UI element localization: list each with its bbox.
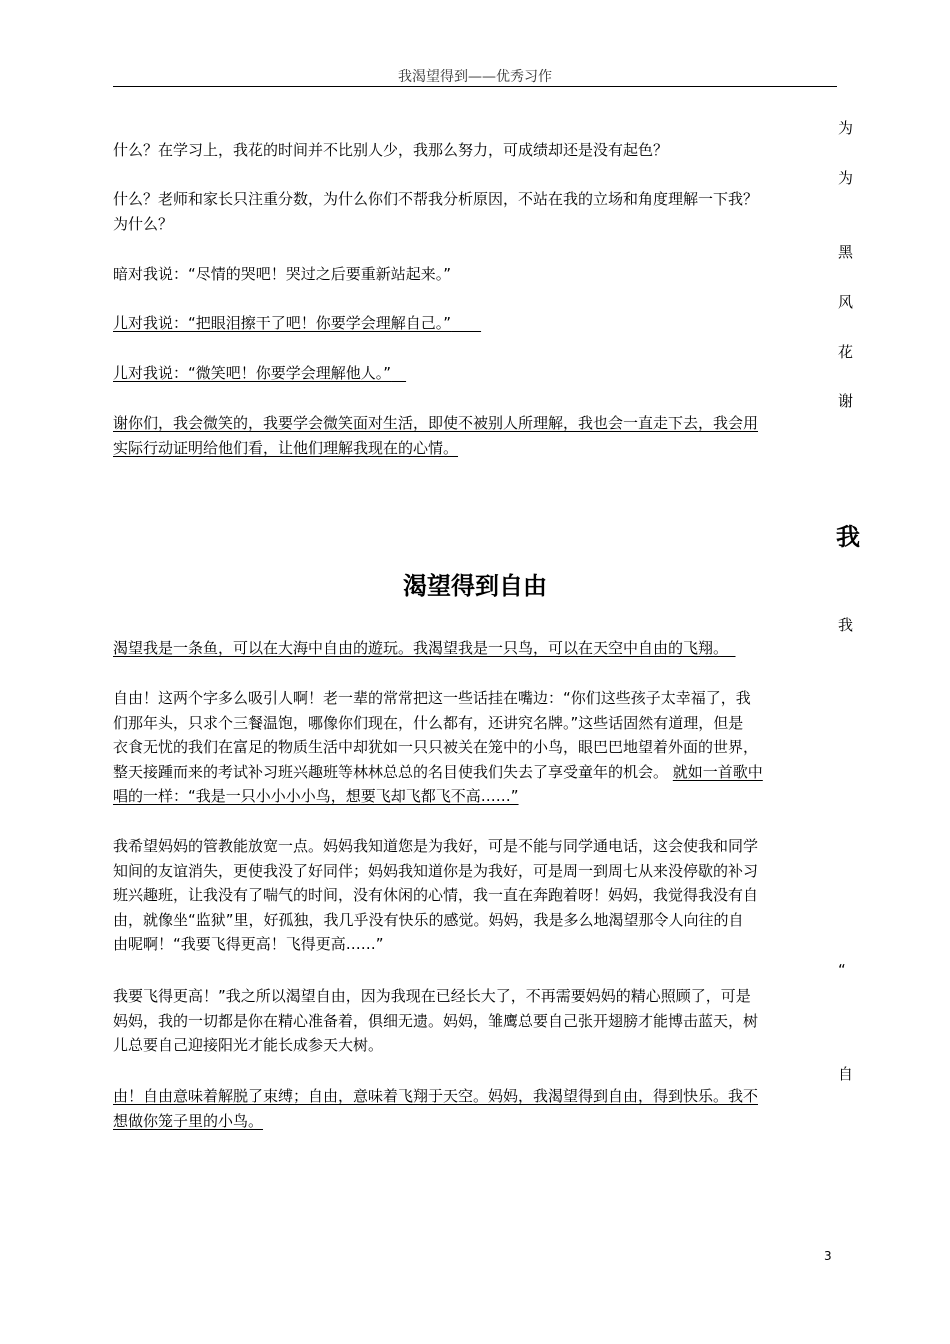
text-line: 暗对我说：“尽情的哭吧！哭过之后要重新站起来。” — [113, 265, 452, 283]
text-line: 知间的友谊消失，更使我没了好同伴；妈妈我知道你是为我好，可是周一到周七从来没停歇的补习 — [113, 861, 759, 880]
paragraph — [113, 262, 837, 287]
text-line: 我希望妈妈的管教能放宽一点。妈妈我知道您是为我好，可是不能与同学通电话，这会使我和同学 — [113, 837, 759, 855]
paragraph — [113, 984, 837, 1058]
margin-char: 花 — [838, 343, 854, 361]
paragraph — [113, 834, 837, 957]
margin-char: 自 — [838, 1065, 854, 1083]
text-line: 我要飞得更高！”我之所以渴望自由，因为我现在已经长大了，不再需要妈妈的精心照顾了，可是 — [113, 987, 751, 1005]
paragraph — [113, 311, 837, 336]
underlined-text: 唱的一样：“我是一只小小小小鸟，想要飞却飞都飞不高……” — [113, 787, 519, 805]
text-line: 衣食无忧的我们在富足的物质生活中却犹如一只只被关在笼中的小鸟，眼巴巴地望着外面的世界， — [113, 738, 759, 756]
underlined-text: 实际行动证明给他们看，让他们理解我现在的心情。 — [113, 438, 459, 457]
text-line: 班兴趣班，让我没有了喘气的时间，没有休闲的心情，我一直在奔跑着呀！妈妈，我觉得我没有自 — [113, 886, 759, 904]
underlined-text: 谢你们，我会微笑的，我要学会微笑面对生活，即使不被别人所理解，我也会一直走下去，我会用 — [113, 414, 759, 432]
text-line: 儿总要自己迎接阳光才能长成参天大树。 — [113, 1036, 384, 1054]
text-line: 自由！这两个字多么吸引人啊！老一辈的常常把这一些话挂在嘴边：“你们这些孩子太幸福了，我 — [113, 689, 751, 707]
underlined-text: 想做你笼子里的小鸟。 — [113, 1111, 264, 1130]
text-line: 整天接踵而来的考试补习班兴趣班等林林总总的名目使我们失去了享受童年的机会。 — [113, 762, 669, 781]
margin-char: 我 — [838, 616, 854, 634]
margin-char: 黑 — [838, 243, 854, 261]
article-title: 渴望得到自由 — [403, 572, 547, 600]
paragraph — [113, 138, 837, 163]
underlined-text: 儿对我说：“微笑吧！你要学会理解他人。” — [113, 364, 392, 382]
text-line: 什么？老师和家长只注重分数，为什么你们不帮我分析原因，不站在我的立场和角度理解一下我？ — [113, 190, 759, 208]
paragraph — [113, 411, 837, 460]
text-line: 为什么？ — [113, 214, 174, 233]
paragraph — [113, 187, 837, 236]
paragraph — [113, 636, 837, 661]
underlined-text: 就如一首歌中 — [672, 762, 763, 781]
underlined-text: 儿对我说：“把眼泪擦干了吧！你要学会理解自己。” — [113, 314, 452, 332]
margin-char: 风 — [838, 293, 854, 311]
underlined-text: 渴望我是一条鱼，可以在大海中自由的遊玩。我渴望我是一只鸟，可以在天空中自由的飞翔。 — [113, 639, 721, 657]
page-header-title: 我渴望得到——优秀习作 — [398, 69, 552, 85]
margin-char: 为 — [838, 169, 854, 187]
paragraph — [113, 361, 837, 386]
text-line: 妈妈，我的一切都是你在精心准备着，俱细无遗。妈妈，雏鹰总要自己张开翅膀才能博击蓝天，树 — [113, 1011, 759, 1030]
paragraph — [113, 1084, 837, 1133]
page-number: 3 — [824, 1249, 832, 1263]
underlined-text: 由！自由意味着解脱了束缚；自由，意味着飞翔于天空。妈妈，我渴望得到自由，得到快乐。我不 — [113, 1087, 759, 1105]
margin-char: 为 — [838, 119, 854, 137]
text-line: 由，就像坐“监狱”里，好孤独，我几乎没有快乐的感觉。妈妈，我是多么地渴望那令人向往的自 — [113, 910, 744, 929]
text-line: 们那年头，只求个三餐温饱，哪像你们现在，什么都有，还讲究名牌。”这些话固然有道理，但是 — [113, 713, 744, 732]
text-line: 由呢啊！“我要飞得更高！飞得更高……” — [113, 935, 384, 953]
text-line: 什么？在学习上，我花的时间并不比别人少，我那么努力，可成绩却还是没有起色？ — [113, 141, 669, 159]
paragraph — [113, 686, 837, 809]
margin-char: “ — [838, 961, 846, 979]
header-divider — [113, 86, 837, 87]
margin-char: 我 — [836, 523, 860, 551]
margin-char: 谢 — [838, 392, 854, 410]
